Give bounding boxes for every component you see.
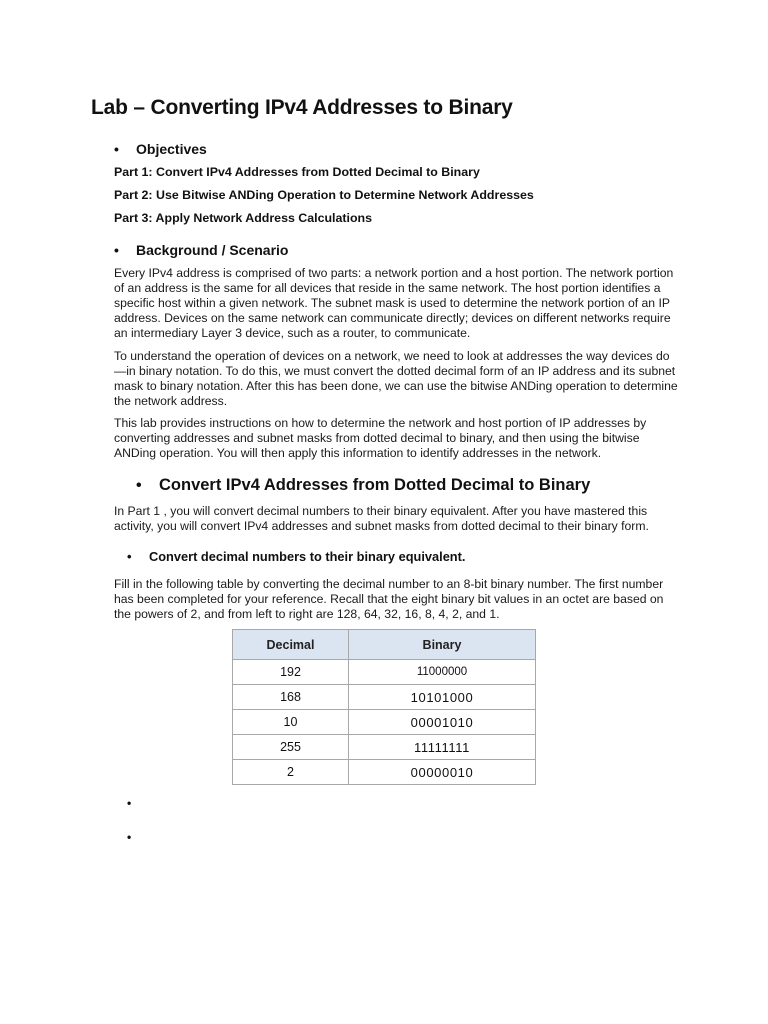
- background-paragraph-2: To understand the operation of devices on a network, we need to look at addresses the way devices do—in binary notation. To do this, we must convert the dotted decimal form of an IP address and its subnet mask to binary notation. After this has been done, we can use the bitwise ANDing operation to determine the network address.: [114, 349, 678, 408]
- bullet: •: [114, 242, 119, 258]
- table-row: [233, 760, 536, 785]
- decimal-binary-table: [232, 629, 536, 785]
- part1-intro: In Part 1 , you will convert decimal numbers to their binary equivalent. After you have mastered this activity, you will convert IPv4 addresses and subnet masks from dotted decimal to their binary form.: [114, 504, 649, 533]
- objectives-heading: Objectives: [136, 141, 207, 157]
- decimal-cell: 255: [233, 735, 349, 760]
- objective-part-1: Part 1: Convert IPv4 Addresses from Dotted Decimal to Binary: [114, 165, 480, 179]
- table-header-row: [233, 630, 536, 660]
- table-row: [233, 660, 536, 685]
- background-heading: Background / Scenario: [136, 242, 289, 258]
- decimal-cell: 2: [233, 760, 349, 785]
- step-heading: Convert decimal numbers to their binary equivalent.: [149, 549, 466, 564]
- background-paragraph-1: Every IPv4 address is comprised of two parts: a network portion and a host portion. The network portion of an address is the same for all devices that reside in the same network. The host portion identifies a specific host within a given network. The subnet mask is used to determine the network portion of an IP address. Devices on the same network can communicate directly; devices on different networks require an intermediary Layer 3 device, such as a router, to communicate.: [114, 266, 674, 340]
- page-title: Lab – Converting IPv4 Addresses to Binary: [91, 96, 513, 119]
- decimal-cell: 192: [233, 660, 349, 685]
- table-row: [233, 685, 536, 710]
- empty-bullet: •: [127, 830, 132, 844]
- binary-cell: 10101000: [349, 685, 536, 710]
- bullet: •: [127, 549, 132, 564]
- binary-cell: 00000010: [349, 760, 536, 785]
- binary-cell: 11000000: [349, 660, 536, 685]
- objective-part-2: Part 2: Use Bitwise ANDing Operation to Determine Network Addresses: [114, 188, 534, 202]
- table-row: [233, 735, 536, 760]
- part1-heading: Convert IPv4 Addresses from Dotted Decimal to Binary: [159, 476, 591, 494]
- table-row: [233, 710, 536, 735]
- binary-cell: 11111111: [349, 735, 536, 760]
- header-decimal: Decimal: [233, 630, 349, 660]
- decimal-cell: 10: [233, 710, 349, 735]
- empty-bullet: •: [127, 796, 132, 810]
- bullet: •: [136, 477, 142, 494]
- background-paragraph-3: This lab provides instructions on how to determine the network and host portion of IP addresses by converting addresses and subnet masks from dotted decimal to binary, and then using the bitwise ANDing operation. You will then apply this information to identify addresses in the network.: [114, 416, 647, 460]
- decimal-cell: 168: [233, 685, 349, 710]
- binary-cell: 00001010: [349, 710, 536, 735]
- header-binary: Binary: [349, 630, 536, 660]
- bullet: •: [114, 141, 119, 157]
- step-text: Fill in the following table by converting the decimal number to an 8-bit binary number. The first number has been completed for your reference. Recall that the eight binary bit values in an octet are based on the powers of 2, and from left to right are 128, 64, 32, 16, 8, 4, 2, and 1.: [114, 577, 664, 621]
- objective-part-3: Part 3: Apply Network Address Calculations: [114, 211, 372, 225]
